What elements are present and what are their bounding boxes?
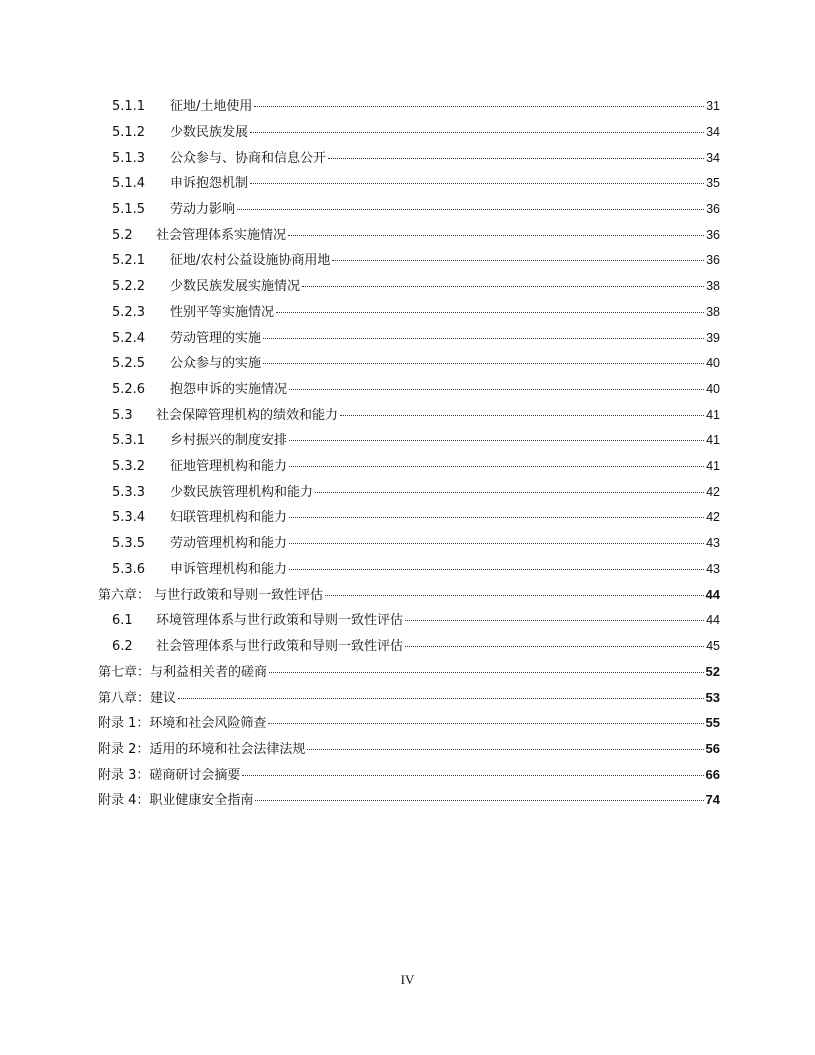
- toc-entry-title: 社会管理体系实施情况: [156, 227, 287, 243]
- toc-entry-page: 40: [706, 356, 720, 371]
- toc-entry-page: 45: [706, 638, 720, 653]
- toc-entry-title: 劳动力影响: [170, 202, 236, 218]
- toc-entry-page: 43: [706, 561, 720, 576]
- page-number: IV: [400, 972, 415, 987]
- toc-dot-leader: [332, 260, 704, 261]
- toc-entry-title: 附录 3：磋商研讨会摘要: [98, 767, 241, 783]
- toc-entry[interactable]: [0, 659, 815, 685]
- toc-entry-page: 40: [706, 381, 720, 396]
- toc-entry-page: 38: [706, 279, 720, 294]
- toc-entry-title: 劳动管理机构和能力: [170, 536, 288, 552]
- toc-dot-leader: [289, 517, 704, 518]
- toc-entry-title: 征地管理机构和能力: [170, 458, 288, 474]
- toc-entry-number: 6.2: [112, 638, 133, 654]
- toc-entry-page: 52: [705, 663, 720, 679]
- toc-entry-page: 34: [706, 125, 720, 140]
- toc-dot-leader: [307, 749, 703, 750]
- toc-entry[interactable]: [0, 608, 815, 634]
- toc-entry-title: 少数民族发展: [170, 125, 249, 141]
- toc-entry[interactable]: [0, 120, 815, 146]
- toc-entry-page: 44: [706, 613, 720, 628]
- toc-entry-page: 31: [706, 99, 720, 114]
- toc-entry[interactable]: [0, 685, 815, 711]
- toc-entry-number: 5.3.3: [112, 484, 146, 500]
- toc-entry-page: 74: [705, 792, 720, 808]
- toc-entry-page: 41: [706, 407, 720, 422]
- toc-entry-title: 申诉抱怨机制: [170, 176, 249, 192]
- toc-entry[interactable]: [0, 582, 815, 608]
- toc-entry-page: 44: [705, 586, 720, 602]
- toc-dot-leader: [302, 286, 704, 287]
- toc-entry-title: 抱怨申诉的实施情况: [170, 381, 288, 397]
- toc-entry[interactable]: [0, 351, 815, 377]
- toc-entry-page: 43: [706, 536, 720, 551]
- toc-entry-page: 66: [705, 766, 720, 782]
- toc-entry[interactable]: [0, 248, 815, 274]
- toc-entry-title: 公众参与、协商和信息公开: [170, 150, 327, 166]
- toc-entry[interactable]: [0, 454, 815, 480]
- toc-dot-leader: [268, 723, 703, 724]
- toc-dot-leader: [405, 646, 704, 647]
- toc-dot-leader: [328, 158, 704, 159]
- toc-dot-leader: [250, 183, 704, 184]
- toc-dot-leader: [178, 698, 704, 699]
- toc-entry-number: 5.1.3: [112, 150, 146, 166]
- toc-entry[interactable]: [0, 377, 815, 403]
- toc-entry[interactable]: [0, 479, 815, 505]
- toc-dot-leader: [289, 440, 704, 441]
- toc-dot-leader: [263, 363, 704, 364]
- toc-entry-title: 第六章： 与世行政策和导则一致性评估: [98, 587, 324, 603]
- toc-entry-number: 5.2.1: [112, 253, 146, 269]
- toc-dot-leader: [288, 235, 704, 236]
- toc-entry[interactable]: [0, 402, 815, 428]
- toc-dot-leader: [325, 595, 703, 596]
- toc-entry-number: 5.2.3: [112, 304, 146, 320]
- toc-entry-number: 5.2.2: [112, 279, 146, 295]
- toc-entry[interactable]: [0, 171, 815, 197]
- toc-dot-leader: [237, 209, 704, 210]
- toc-entry-title: 妇联管理机构和能力: [170, 510, 288, 526]
- toc-dot-leader: [263, 338, 704, 339]
- toc-dot-leader: [255, 800, 703, 801]
- toc-entry-number: 5.2: [112, 227, 133, 243]
- toc-dot-leader: [289, 569, 704, 570]
- toc-entry[interactable]: [0, 428, 815, 454]
- toc-dot-leader: [405, 620, 704, 621]
- toc-entry[interactable]: [0, 94, 815, 120]
- toc-entry[interactable]: [0, 300, 815, 326]
- toc-entry-page: 42: [706, 484, 720, 499]
- toc-entry-title: 劳动管理的实施: [170, 330, 262, 346]
- toc-entry-title: 附录 1：环境和社会风险筛查: [98, 716, 267, 732]
- toc-entry-number: 5.3.5: [112, 536, 146, 552]
- toc-entry-page: 53: [705, 689, 720, 705]
- toc-entry-number: 5.3.4: [112, 510, 146, 526]
- toc-entry-title: 申诉管理机构和能力: [170, 561, 288, 577]
- toc-entry-title: 第七章：与利益相关者的磋商: [98, 664, 268, 680]
- toc-entry-title: 征地/农村公益设施协商用地: [170, 253, 331, 269]
- toc-entry-title: 少数民族管理机构和能力: [170, 484, 314, 500]
- toc-entry-title: 征地/土地使用: [170, 99, 253, 115]
- toc-entry[interactable]: [0, 274, 815, 300]
- toc-entry-number: 5.2.6: [112, 381, 146, 397]
- toc-dot-leader: [250, 132, 704, 133]
- toc-entry[interactable]: [0, 505, 815, 531]
- toc-entry-page: 39: [706, 330, 720, 345]
- toc-entry[interactable]: [0, 762, 815, 788]
- toc-dot-leader: [289, 389, 704, 390]
- toc-entry-title: 第八章：建议: [98, 690, 177, 706]
- toc-entry-page: 34: [706, 150, 720, 165]
- toc-entry[interactable]: [0, 531, 815, 557]
- toc-dot-leader: [254, 106, 704, 107]
- toc-dot-leader: [289, 543, 704, 544]
- toc-entry-page: 36: [706, 253, 720, 268]
- toc-entry-page: 36: [706, 202, 720, 217]
- table-of-contents: [0, 94, 815, 813]
- toc-entry-page: 41: [706, 433, 720, 448]
- toc-entry-page: 56: [705, 741, 720, 757]
- toc-entry-number: 5.1.4: [112, 176, 146, 192]
- toc-entry[interactable]: [0, 197, 815, 223]
- toc-entry[interactable]: [0, 633, 815, 659]
- toc-entry-title: 环境管理体系与世行政策和导则一致性评估: [156, 613, 404, 629]
- toc-dot-leader: [289, 466, 704, 467]
- toc-entry-number: 5.3.1: [112, 433, 146, 449]
- toc-entry-number: 5.1.2: [112, 125, 146, 141]
- toc-entry[interactable]: [0, 222, 815, 248]
- toc-entry-title: 社会管理体系与世行政策和导则一致性评估: [156, 638, 404, 654]
- toc-entry-title: 社会保障管理机构的绩效和能力: [156, 407, 339, 423]
- toc-entry-number: 5.3.2: [112, 458, 146, 474]
- toc-entry-number: 5.3.6: [112, 561, 146, 577]
- toc-entry[interactable]: [0, 711, 815, 737]
- toc-dot-leader: [340, 415, 704, 416]
- toc-entry-title: 性别平等实施情况: [170, 304, 275, 320]
- toc-entry-title: 公众参与的实施: [170, 356, 262, 372]
- toc-entry-page: 35: [706, 176, 720, 191]
- toc-entry-page: 38: [706, 304, 720, 319]
- toc-entry[interactable]: [0, 325, 815, 351]
- toc-entry-number: 5.1.1: [112, 99, 146, 115]
- toc-entry-page: 55: [705, 715, 720, 731]
- toc-entry[interactable]: [0, 788, 815, 814]
- toc-entry-number: 5.1.5: [112, 202, 146, 218]
- toc-entry-page: 42: [706, 510, 720, 525]
- toc-entry[interactable]: [0, 145, 815, 171]
- toc-entry-title: 附录 4：职业健康安全指南: [98, 793, 254, 809]
- toc-entry-title: 附录 2：适用的环境和社会法律法规: [98, 742, 306, 758]
- toc-entry-number: 5.2.4: [112, 330, 146, 346]
- toc-entry-title: 少数民族发展实施情况: [170, 279, 301, 295]
- toc-entry-number: 5.3: [112, 407, 133, 423]
- toc-entry[interactable]: [0, 556, 815, 582]
- toc-dot-leader: [276, 312, 704, 313]
- toc-dot-leader: [315, 492, 704, 493]
- toc-entry-page: 41: [706, 458, 720, 473]
- toc-entry[interactable]: [0, 736, 815, 762]
- toc-entry-title: 乡村振兴的制度安排: [170, 433, 288, 449]
- toc-entry-page: 36: [706, 227, 720, 242]
- toc-entry-number: 5.2.5: [112, 356, 146, 372]
- toc-dot-leader: [269, 672, 704, 673]
- toc-dot-leader: [242, 775, 703, 776]
- toc-entry-number: 6.1: [112, 613, 133, 629]
